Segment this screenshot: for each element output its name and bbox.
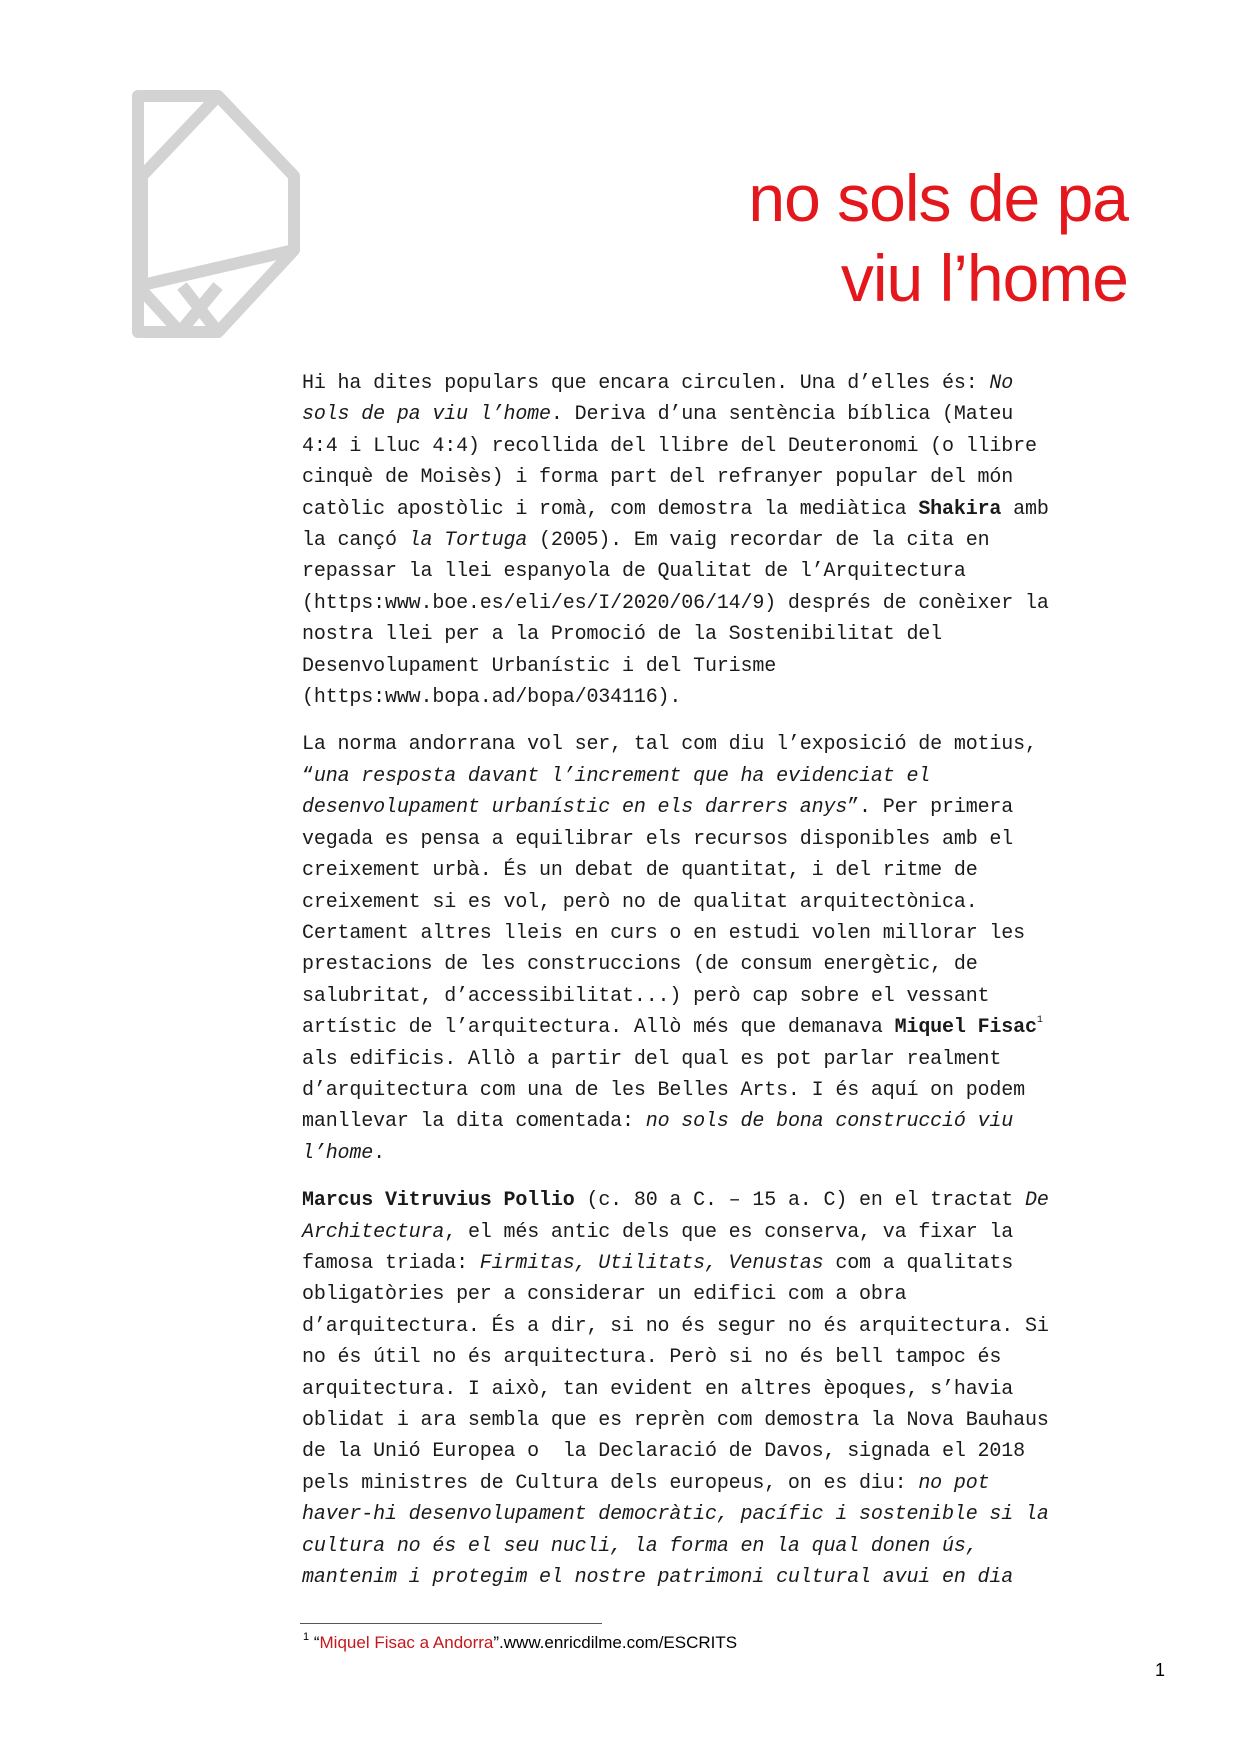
text: (c. 80 a C. – 15 a. C) en el tractat [574, 1189, 1025, 1213]
italic-text: l’home [302, 1141, 374, 1165]
title-line-1: no sols de pa [748, 161, 1128, 235]
text: artístic de l’arquitectura. Allò més que demanava [302, 1016, 895, 1040]
italic-text: Firmitas, Utilitats, Venustas [479, 1251, 824, 1275]
text: , el més antic dels que es conserva, va fixar la [444, 1220, 1014, 1244]
text-line: de la Unió Europea o la Declaració de Davos, signada el 2018 [302, 1440, 1025, 1464]
article-body [302, 368, 1172, 1609]
text: famosa triada: [302, 1251, 480, 1275]
footnote-link[interactable]: Miquel Fisac a Andorra [319, 1633, 494, 1652]
footnote-url: ”.www.enricdilme.com/ESCRITS [493, 1633, 738, 1652]
italic-text: mantenim i protegim el nostre patrimoni cultural avui en dia [302, 1566, 1014, 1590]
text-line: prestacions de les construccions (de consum energètic, de [302, 953, 978, 977]
italic-text: la Tortuga [408, 529, 528, 553]
paragraph-1 [302, 368, 1172, 713]
italic-text: una resposta davant l’increment que ha evidenciat el [313, 764, 931, 788]
text-line: oblidat i ara sembla que es reprèn com demostra la Nova Bauhaus [302, 1409, 1049, 1432]
italic-text: De [1024, 1189, 1049, 1213]
text: catòlic apostòlic i romà, com demostra la mediàtica [302, 497, 919, 521]
text-line: als edificis. Allò a partir del qual es pot parlar realment [302, 1047, 1002, 1071]
text: “ [309, 1633, 320, 1652]
text-line: no és útil no és arquitectura. Però si no és bell tampoc és [302, 1346, 1002, 1370]
italic-text: cultura no és el seu nucli, la forma en la qual donen ús, [302, 1534, 978, 1558]
text-line: cinquè de Moisès) i forma part del refranyer popular del món [302, 466, 1014, 490]
italic-text: haver-hi desenvolupament democràtic, pacífic i sostenible si la [302, 1503, 1049, 1527]
footnote-separator [300, 1623, 602, 1624]
paragraph-3 [302, 1185, 1172, 1593]
text: manllevar la dita comentada: [302, 1110, 646, 1134]
italic-text: no sols de bona construcció viu [645, 1110, 1014, 1134]
bold-name: Miquel Fisac [894, 1016, 1037, 1040]
text: “ [302, 764, 314, 788]
text: ”. Per primera [847, 796, 1014, 820]
text: (2005). Em vaig recordar de la cita en [527, 529, 990, 553]
text-line: d’arquitectura com una de les Belles Arts. I és aquí on podem [302, 1078, 1025, 1102]
text-line: d’arquitectura. És a dir, si no és segur no és arquitectura. Si [302, 1314, 1049, 1338]
text-line: (https:www.boe.es/eli/es/I/2020/06/14/9) després de conèixer la [302, 591, 1049, 615]
paragraph-2 [302, 729, 1172, 1169]
italic-text: desenvolupament urbanístic en els darrers anys [302, 796, 848, 820]
text-line: vegada es pensa a equilibrar els recursos disponibles amb el [302, 827, 1014, 851]
page-title [748, 158, 1128, 318]
text-line: salubritat, d’accessibilitat...) però cap sobre el vessant [302, 984, 990, 1008]
text: Hi ha dites populars que encara circulen. Una d’elles és: [302, 372, 990, 395]
text-line: (https:www.bopa.ad/bopa/034116). [302, 686, 682, 710]
footnote-reference[interactable]: 1 [1036, 1015, 1043, 1027]
italic-text: no pot [918, 1471, 990, 1495]
text: la cançó [302, 529, 409, 553]
text-line: Desenvolupament Urbanístic i del Turisme [302, 654, 777, 678]
text: . [373, 1141, 385, 1165]
logo-monogram-icon [122, 90, 312, 368]
text: . Deriva d’una sentència bíblica (Mateu [550, 403, 1014, 427]
text: com a qualitats [823, 1251, 1014, 1275]
footnote-number: 1 [303, 1631, 310, 1643]
text-line: repassar la llei espanyola de Qualitat de l’Arquitectura [302, 560, 966, 584]
text: amb [1001, 497, 1049, 521]
footnote [303, 1633, 737, 1653]
text-line: creixement urbà. És un debat de quantitat, i del ritme de [302, 859, 978, 883]
text-line: 4:4 i Lluc 4:4) recollida del llibre del Deuteronomi (o llibre [302, 434, 1037, 458]
page-number: 1 [1154, 1660, 1165, 1680]
text-line: creixement si es vol, però no de qualitat arquitectònica. [302, 890, 978, 914]
text-line: arquitectura. I això, tan evident en altres èpoques, s’havia [302, 1377, 1014, 1401]
italic-text: No [989, 372, 1014, 395]
text: pels ministres de Cultura dels europeus, on es diu: [302, 1471, 919, 1495]
text-line: obligatòries per a considerar un edifici com a obra [302, 1283, 907, 1307]
bold-name: Marcus Vitruvius Pollio [302, 1189, 575, 1213]
text-line: nostra llei per a la Promoció de la Sostenibilitat del [302, 623, 943, 647]
title-line-2: viu l’home [840, 241, 1128, 315]
text-line: La norma andorrana vol ser, tal com diu l’exposició de motius, [302, 733, 1037, 757]
text-line: Certament altres lleis en curs o en estudi volen millorar les [302, 921, 1025, 945]
bold-name: Shakira [918, 497, 1002, 521]
italic-text: Architectura [302, 1220, 445, 1244]
italic-text: sols de pa viu l’home [302, 403, 551, 427]
